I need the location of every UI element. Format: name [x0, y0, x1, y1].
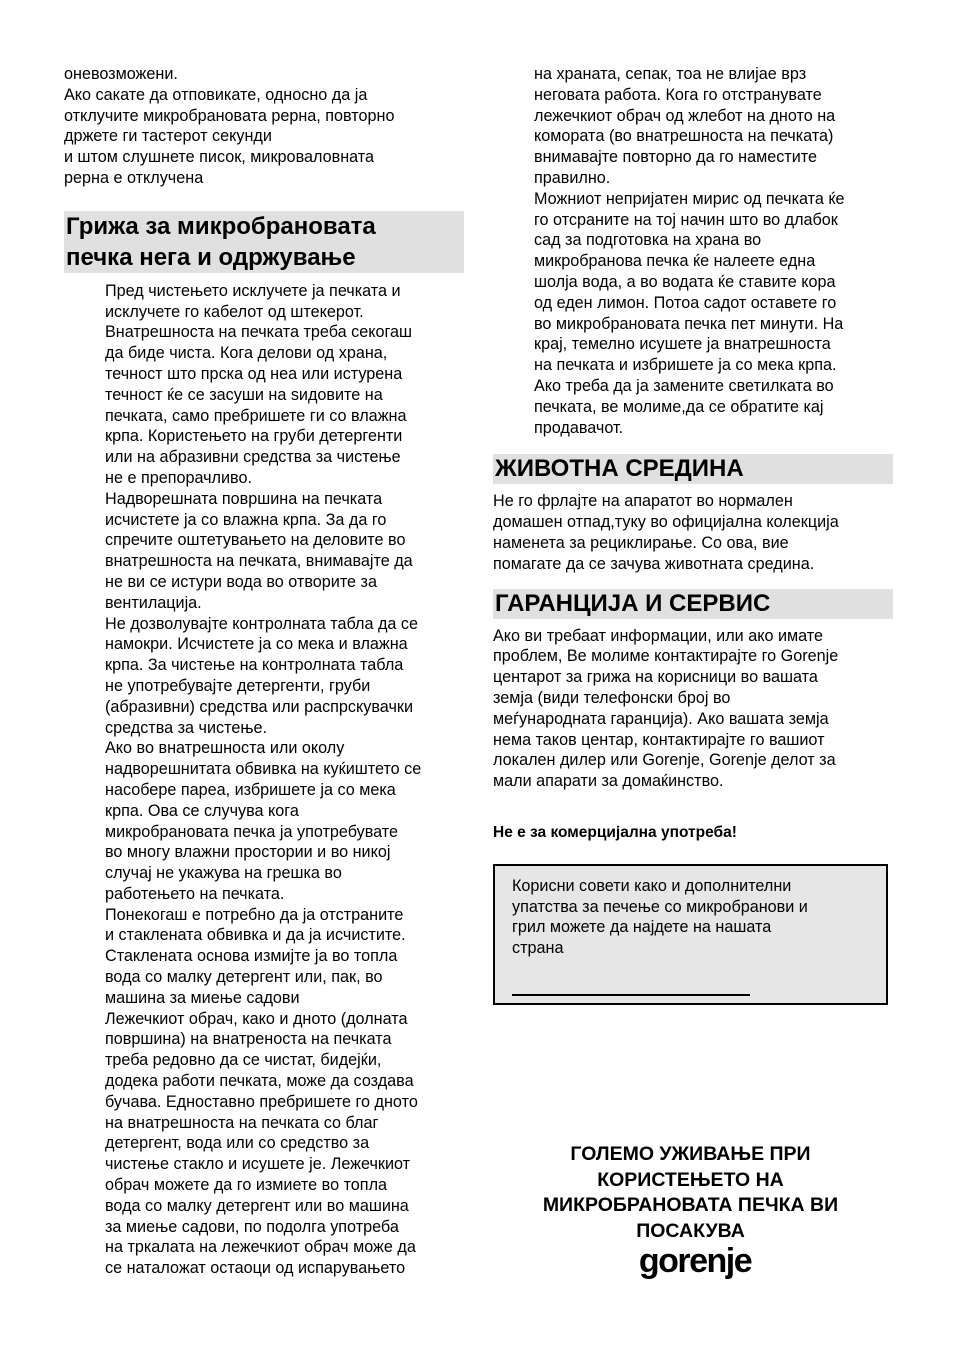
environment-body: Не го фрлајте на апаратот во нормален домашен отпад,туку во официјална колекција наменета за рециклирање. Со ова, вие помагате да се зачува животната средина. — [493, 492, 839, 573]
tips-box — [493, 864, 888, 1005]
closing-message: ГОЛЕМО УЖИВАЊЕ ПРИ КОРИСТЕЊЕТО НА МИКРОБРАНОВАТА ПЕЧКА ВИ ПОСАКУВА — [542, 1143, 839, 1242]
care-section-continued: на храната, сепак, тоа не влијае врз неговата работа. Кога го отстранувате лежечкиот обрач од жлебот на дното на коморатa (во внатрешноста на печката) внимавајте повторно да го наместите правилно. Можниот непријатен мирис од печката ќе го отсраните на тој начин што во длабок сад за подготовка на храна во микробранова печка ќе налеете една шолја вода, а во водата ќе ставите кора од еден лимон. Потоа садот оставете го во микробрановата печка пет минути. На крај, темелно исушете ја внатрешноста на печката и избришете ја со мека крпа. Ако треба да ја замените светилката во печката, ве молиме,да се обратите кај продавачот. — [534, 65, 845, 437]
environment-heading: ЖИВОТНА СРЕДИНА — [493, 454, 893, 484]
tips-box-text: Корисни совети како и дополнителни упатства за печење со микробранови и грил можете да најдете на нашата страна — [512, 876, 808, 958]
lock-instructions-text: оневозможени. Ако сакате да отповикате, односно да ја отклучите микробрановата рерна, повторно држете ги тастерот секунди и штом слушнете писок, микроваловната рерна е отклучена — [64, 65, 395, 187]
website-blank-line — [512, 994, 750, 996]
left-column — [64, 64, 464, 1279]
non-commercial-note: Не е за комерцијална употреба! — [493, 823, 737, 841]
warranty-body: Ако ви требаат информации, или ако имате проблем, Ве молиме контактирајте го Gorenje центарот за грижа на корисници во вашата земја (види телефонски број во меѓународната гаранција). Ако вашата земја нема таков центар, контактирајте го вашиот локален дилер или Gorenje, Gorenje делот за мали апарати за домаќинство. — [493, 626, 839, 791]
right-column — [493, 64, 893, 1005]
care-section-body: Пред чистењето исклучете ја печката и исклучете го кабелот од штекерот. Внатрешноста на печката треба секогаш да биде чиста. Кога делови од храна, течност што прска од неа или истурена течност ќе се засуши на ѕидовите на печката, само пребришете ги со влажна крпа. Користењето на груби детергенти или на абразивни средства за чистење не е препорачливо. Надворешната површина на печката исчистете ја со влажна крпа. За да го спречите оштетувањето на деловите во внатрешноста на печката, внимавајте да не ви се истури вода во отворите за вентилација. Не дозволувајте контролната табла да се намокри. Исчистете ја со мека и влажна крпа. За чистење на контролната табла не употребувајте детергенти, груби (абразивни) средства или распрскувачки средства за чистење. Ако во внатрешноста или околу надворешнитата обвивка на куќиштето се насобере пареа, избришете ја со мека крпа. Ова се случува кога микробрановата печка ја употребувате во многу влажни простории и во никој случај не укажува на грешка во работењето на печката. Понекогаш е потребно да ја отстраните и стаклената обвивка и да ја исчистите. Стаклената основа измијте ја во топла вода со малку детергент или, пак, во машина за миење садови Лежечкиот обрач, како и дното (долната површина) на внатреноста на печката треба редовно да се чистат, бидејќи, додека работи печката, може да создава бучава. Едноставно пребришете го дното на внатрешноста на печката со благ детергент, вода или со средство за чистење стакло и исушете је. Лежечкиот обрач можете да го измиете во топла вода со малку детергент или во машина за миење садови, по подолга употреба на тркалата на лежечкиот обрач може да се наталожат остаоци од испарувањето — [105, 281, 422, 1278]
care-section-heading: Грижа за микробрановата печка нега и одржување — [64, 211, 464, 273]
gorenje-logo-text: gorenje — [638, 1242, 752, 1280]
warranty-heading: ГАРАНЦИЈА И СЕРВИС — [493, 589, 893, 619]
gorenje-logo — [630, 1242, 760, 1282]
